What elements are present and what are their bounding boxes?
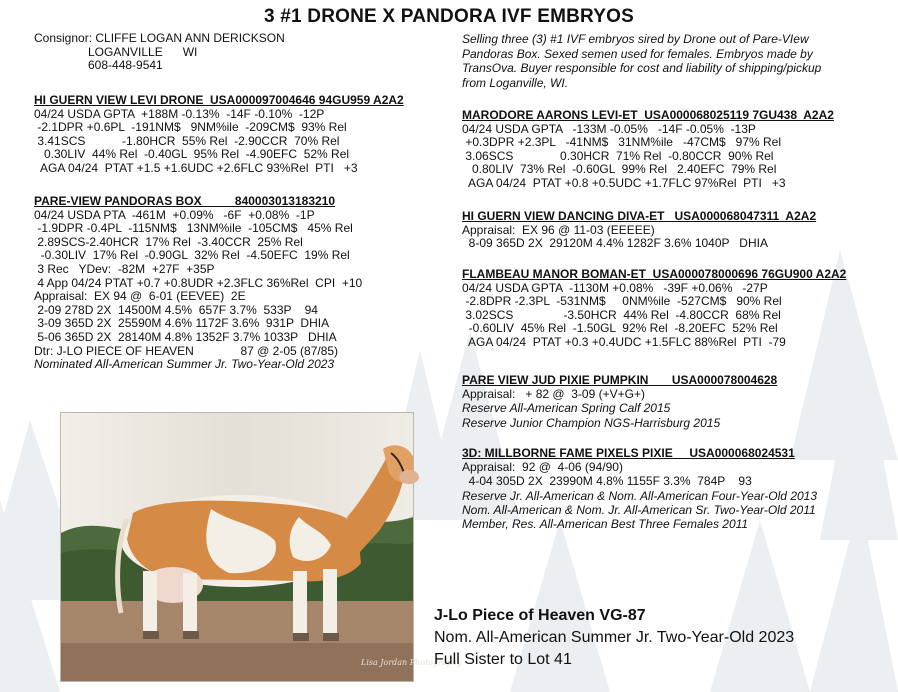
- caption-line: Nom. All-American Summer Jr. Two-Year-Old 2023: [434, 629, 795, 646]
- dam-line: 3 Rec YDev: -82M +27F +35P: [34, 261, 215, 276]
- third-sire-line: -2.8DPR -2.3PL -531NM$ 0NM%ile -527CM$ 90% Rel: [462, 294, 782, 309]
- pixie-pumpkin-header: PARE VIEW JUD PIXIE PUMPKIN USA000078004628: [462, 373, 778, 387]
- description-line: TransOva. Buyer responsible for cost and liability of shipping/pickup: [462, 61, 822, 75]
- pixels-pixie-header: 3D: MILLBORNE FAME PIXELS PIXIE USA000068024531: [462, 446, 795, 460]
- description-line: Selling three (3) #1 IVF embryos sired by Drone out of Pare-VIew: [462, 32, 809, 46]
- maternal-sire-block: [462, 109, 834, 191]
- maternal-sire-header: MARODORE AARONS LEVI-ET USA000068025119 7GU438 A2A2: [462, 108, 834, 122]
- pixels-pixie-note: Nom. All-American & Nom. Jr. All-American Sr. Two-Year-Old 2011: [462, 502, 816, 517]
- dam-line: 2-09 278D 2X 14500M 4.5% 657F 3.7% 533P 94: [34, 302, 318, 317]
- granddam-line: Appraisal: EX 96 @ 11-03 (EEEEE): [462, 222, 655, 237]
- dam-line: -1.9DPR -0.4PL -115NM$ 13NM%ile -105CM$ 45% Rel: [34, 221, 353, 236]
- maternal-sire-line: AGA 04/24 PTAT +0.8 +0.5UDC +1.7FLC 97%Rel PTI +3: [462, 175, 786, 190]
- granddam-block: [462, 210, 816, 251]
- third-sire-line: -0.60LIV 45% Rel -1.50GL 92% Rel -8.20EFC 52% Rel: [462, 321, 778, 336]
- third-sire-block: [462, 268, 846, 350]
- third-sire-line: 3.02SCS -3.50HCR 44% Rel -4.80CCR 68% Rel: [462, 307, 781, 322]
- cow-illustration: [61, 413, 462, 681]
- sire-line: 3.41SCS -1.80HCR 55% Rel -2.90CCR 70% Rel: [34, 133, 340, 148]
- maternal-sire-line: 0.80LIV 73% Rel -0.60GL 99% Rel 2.40EFC 79% Rel: [462, 162, 777, 177]
- dam-line: 2.89SCS-2.40HCR 17% Rel -3.40CCR 25% Rel: [34, 234, 303, 249]
- sire-block: [34, 94, 404, 176]
- maternal-sire-line: 3.06SCS 0.30HCR 71% Rel -0.80CCR 90% Rel: [462, 148, 774, 163]
- maternal-sire-line: +0.3DPR +2.3PL -41NM$ 31NM%ile -47CM$ 97% Rel: [462, 135, 782, 150]
- maternal-sire-line: 04/24 USDA GPTA -133M -0.05% -14F -0.05% -13P: [462, 121, 756, 136]
- dam-line: Dtr: J-LO PIECE OF HEAVEN 87 @ 2-05 (87/85): [34, 343, 339, 358]
- sire-line: -2.1DPR +0.6PL -191NM$ 9NM%ile -209CM$ 93% Rel: [34, 120, 347, 135]
- pixels-pixie-note: Reserve Jr. All-American & Nom. All-American Four-Year-Old 2013: [462, 488, 818, 503]
- pixels-pixie-line: Appraisal: 92 @ 4-06 (94/90): [462, 460, 623, 475]
- dam-line: -0.30LIV 17% Rel -0.90GL 32% Rel -4.50EFC 19% Rel: [34, 248, 350, 263]
- granddam-header: HI GUERN VIEW DANCING DIVA-ET USA000068047311 A2A2: [462, 209, 817, 223]
- dam-note: Nominated All-American Summer Jr. Two-Year-Old 2023: [34, 357, 335, 372]
- photo-caption: [434, 605, 794, 671]
- granddam-line: 8-09 365D 2X 29120M 4.4% 1282F 3.6% 1040P DHIA: [462, 236, 768, 251]
- consignor-name: Consignor: CLIFFE LOGAN ANN DERICKSON: [34, 31, 285, 45]
- dam-header: PARE-VIEW PANDORAS BOX 840003013183210: [34, 194, 336, 208]
- third-sire-header: FLAMBEAU MANOR BOMAN-ET USA000078000696 76GU900 A2A2: [462, 267, 847, 281]
- photo-watermark: Lisa Jordan Photography: [361, 658, 462, 667]
- pixie-pumpkin-note: Reserve Junior Champion NGS-Harrisburg 2015: [462, 415, 721, 430]
- sire-line: 0.30LIV 44% Rel -0.40GL 95% Rel -4.90EFC 52% Rel: [34, 147, 350, 162]
- lot-description: [462, 32, 821, 90]
- pixels-pixie-note: Member, Res. All-American Best Three Females 2011: [462, 517, 749, 532]
- sire-line: AGA 04/24 PTAT +1.5 +1.6UDC +2.6FLC 93%Rel PTI +3: [34, 160, 358, 175]
- dam-line: Appraisal: EX 94 @ 6-01 (EEVEE) 2E: [34, 289, 246, 304]
- dam-line: 3-09 365D 2X 25590M 4.6% 1172F 3.6% 931P DHIA: [34, 316, 330, 331]
- dam-line: 04/24 USDA PTA -461M +0.09% -6F +0.08% -1P: [34, 207, 315, 222]
- dam-block: [34, 195, 362, 372]
- page-title: 3 #1 DRONE X PANDORA IVF EMBRYOS: [264, 6, 634, 27]
- pixels-pixie-block: [462, 446, 817, 531]
- sire-line: 04/24 USDA GPTA +188M -0.13% -14F -0.10% -12P: [34, 106, 325, 121]
- dam-line: 5-06 365D 2X 28140M 4.8% 1352F 3.7% 1033P DHIA: [34, 329, 337, 344]
- sire-header: HI GUERN VIEW LEVI DRONE USA000097004646 94GU959 A2A2: [34, 93, 404, 107]
- pixie-pumpkin-block: [462, 373, 777, 430]
- pixels-pixie-line: 4-04 305D 2X 23990M 4.8% 1155F 3.3% 784P 93: [462, 474, 752, 489]
- dam-line: 4 App 04/24 PTAT +0.7 +0.8UDR +2.3FLC 36%Rel CPI +10: [34, 275, 363, 290]
- consignor-location: LOGANVILLE WI: [88, 44, 198, 59]
- pixie-pumpkin-line: Appraisal: + 82 @ 3-09 (+V+G+): [462, 387, 645, 402]
- consignor-phone: 608-448-9541: [88, 58, 163, 73]
- pixie-pumpkin-note: Reserve All-American Spring Calf 2015: [462, 401, 671, 416]
- description-line: from Loganville, WI.: [462, 75, 569, 90]
- third-sire-line: 04/24 USDA GPTA -1130M +0.08% -39F +0.06% -27P: [462, 280, 768, 295]
- caption-name: J-Lo Piece of Heaven VG-87: [434, 607, 646, 624]
- cow-photo: [60, 412, 462, 682]
- third-sire-line: AGA 04/24 PTAT +0.3 +0.4UDC +1.5FLC 88%Rel PTI -79: [462, 334, 786, 349]
- description-line: Pandoras Box. Sexed semen used for females. Embryos made by: [462, 46, 813, 61]
- consignor-block: [34, 32, 285, 73]
- caption-line: Full Sister to Lot 41: [434, 651, 572, 668]
